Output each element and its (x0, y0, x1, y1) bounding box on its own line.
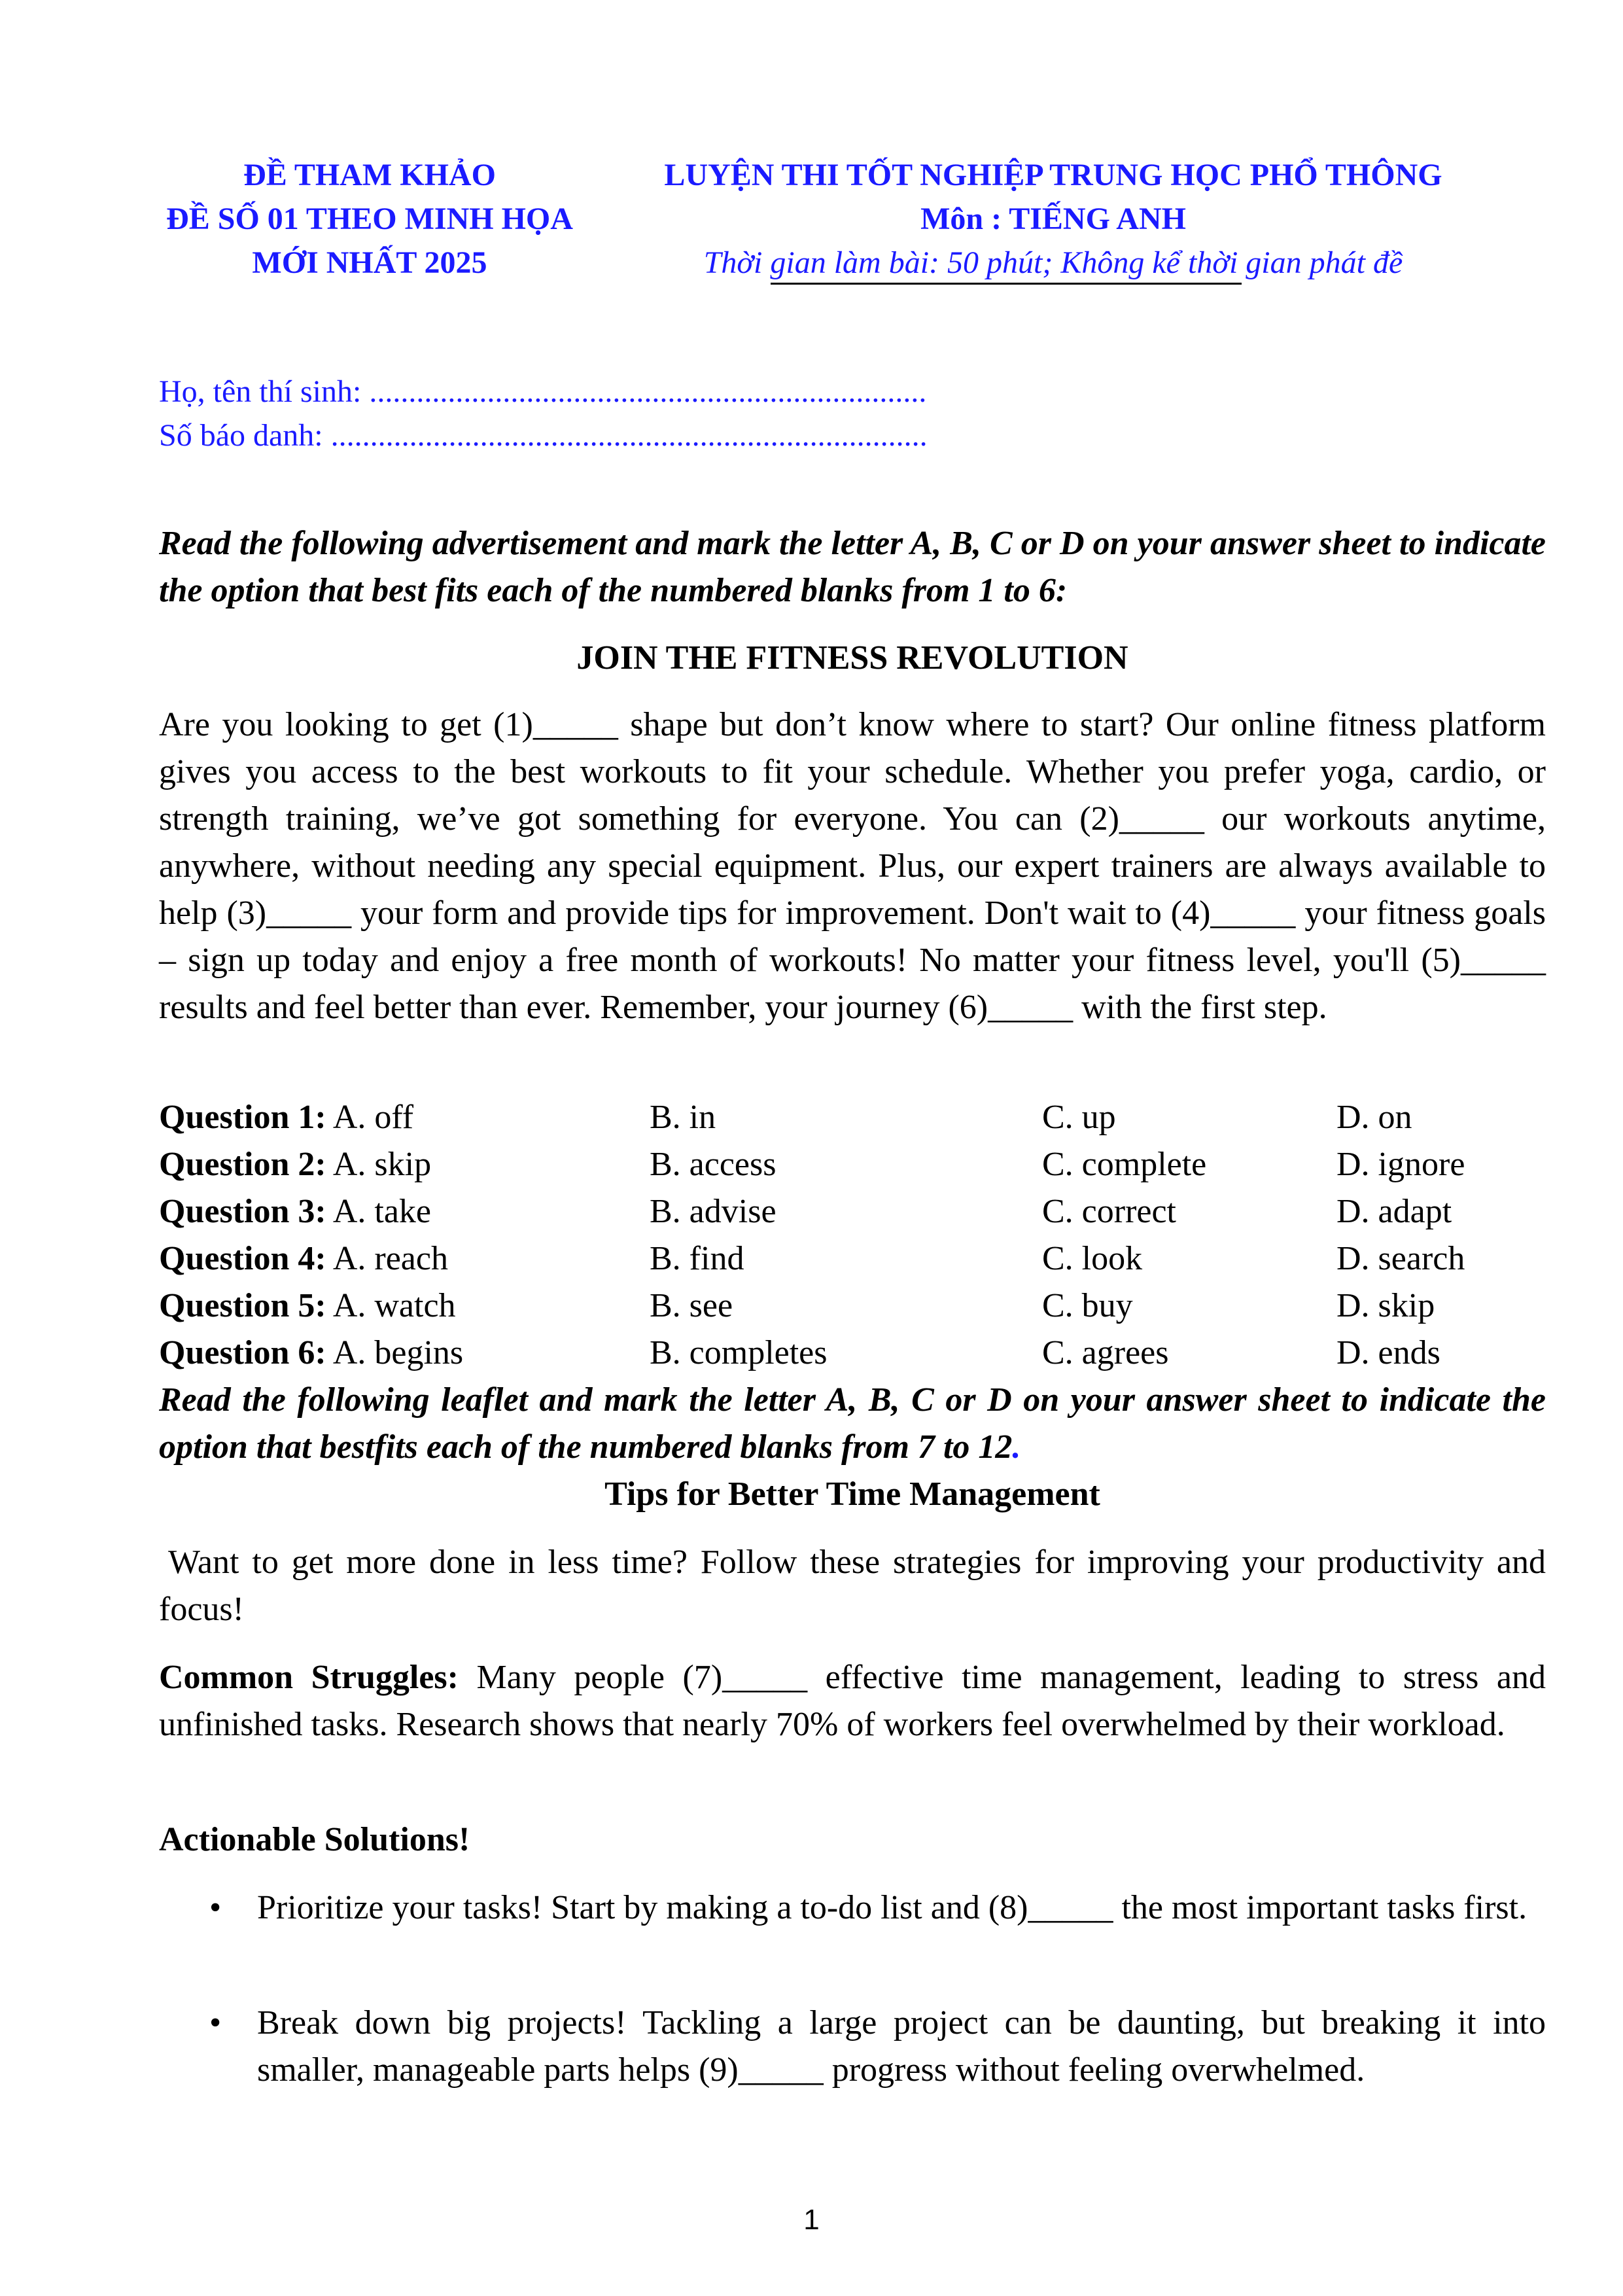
option-d: D. ends (1336, 1334, 1440, 1371)
option-b: B. in (650, 1099, 716, 1136)
question-row (159, 1094, 1546, 1141)
question-label: Question 5: (159, 1287, 326, 1324)
exam-header-left (144, 153, 595, 285)
struggles-text: Many people (7)_____ effective time management, leading to stress and unfinished tasks. Research shows that nearly 70% of workers feel overwhelmed by their workload. (159, 1659, 1546, 1743)
solutions-heading: Actionable Solutions! (159, 1821, 470, 1858)
section2-instruction-end: . (1012, 1428, 1021, 1466)
option-c: C. look (1042, 1240, 1143, 1277)
option-c: C. agrees (1042, 1334, 1169, 1371)
option-a: A. take (332, 1193, 431, 1230)
question-row (159, 1282, 1546, 1330)
option-d: D. skip (1336, 1287, 1435, 1324)
option-b: B. see (650, 1287, 733, 1324)
question-row (159, 1188, 1546, 1235)
section2-intro: Want to get more done in less time? Follow these strategies for improving your productivity and focus! (159, 1544, 1546, 1628)
option-c: C. up (1042, 1099, 1116, 1136)
question-label: Question 2: (159, 1146, 326, 1183)
exam-header-right (589, 153, 1518, 285)
option-a: A. begins (332, 1334, 464, 1371)
section2-struggles (159, 1654, 1546, 1748)
list-item: Break down big projects! Tackling a large project can be daunting, but breaking it into smaller, manageable parts helps (9)_____ progress without feeling overwhelmed. (257, 2004, 1546, 2089)
candidate-name-field: Họ, tên thí sinh: ....................................................................... (159, 374, 927, 409)
header-divider (771, 283, 1242, 285)
question-label: Question 6: (159, 1334, 326, 1371)
section1-instruction: Read the following advertisement and mark the letter A, B, C or D on your answer sheet to indicate the option that best fits each of the numbered blanks from 1 to 6: (159, 525, 1546, 609)
exam-number: ĐỀ SỐ 01 THEO MINH HỌA (166, 202, 573, 236)
option-a: A. off (332, 1099, 414, 1136)
option-b: B. completes (650, 1334, 828, 1371)
option-b: B. access (650, 1146, 777, 1183)
option-d: D. ignore (1336, 1146, 1465, 1183)
question-label: Question 4: (159, 1240, 326, 1277)
question-label: Question 3: (159, 1193, 326, 1230)
exam-time: Thời gian làm bài: 50 phút; Không kể thời gian phát đề (703, 245, 1403, 280)
exam-year: MỚI NHẤT 2025 (252, 245, 487, 280)
section2-title: Tips for Better Time Management (604, 1475, 1100, 1513)
section2-instruction (159, 1377, 1546, 1471)
section1-title: JOIN THE FITNESS REVOLUTION (576, 639, 1128, 677)
option-d: D. adapt (1336, 1193, 1452, 1230)
section1-passage: Are you looking to get (1)_____ shape but don’t know where to start? Our online fitness platform gives you access to the best workouts to fit your schedule. Whether you prefer yoga, cardio, or strength training, we’ve got something for everyone. You can (2)_____ our workouts anytime, anywhere, without needing any special equipment. Plus, our expert trainers are always available to help (3)_____ your form and provide tips for improvement. Don't wait to (4)_____ your fitness goals – sign up today and enjoy a free month of workouts! No matter your fitness level, you'll (5)_____ results and feel better than ever. Remember, your journey (6)_____ with the first step. (159, 706, 1546, 1026)
question-row (159, 1141, 1546, 1188)
option-a: A. skip (332, 1146, 432, 1183)
option-c: C. correct (1042, 1193, 1177, 1230)
exam-subject: Môn : TIẾNG ANH (920, 202, 1186, 236)
exam-type: ĐỀ THAM KHẢO (243, 158, 496, 192)
question-row (159, 1330, 1546, 1377)
section2-instruction-text: Read the following leaflet and mark the letter A, B, C or D on your answer sheet to indicate the option that bestfits each of the numbered blanks from 7 to 12 (159, 1381, 1546, 1466)
list-item: Prioritize your tasks! Start by making a to-do list and (8)_____ the most important tasks first. (257, 1889, 1527, 1926)
bullet-icon: • (209, 1889, 222, 1926)
question-label: Question 1: (159, 1099, 326, 1136)
option-c: C. complete (1042, 1146, 1207, 1183)
question-row (159, 1235, 1546, 1282)
option-b: B. find (650, 1240, 744, 1277)
bullet-icon: • (209, 2004, 222, 2041)
page-number: 1 (803, 2204, 820, 2236)
option-b: B. advise (650, 1193, 777, 1230)
option-a: A. watch (332, 1287, 456, 1324)
exam-title: LUYỆN THI TỐT NGHIỆP TRUNG HỌC PHỔ THÔNG (664, 158, 1442, 192)
option-d: D. on (1336, 1099, 1412, 1136)
option-a: A. reach (332, 1240, 448, 1277)
struggles-label: Common Struggles: (159, 1659, 459, 1696)
option-c: C. buy (1042, 1287, 1133, 1324)
option-d: D. search (1336, 1240, 1465, 1277)
candidate-number-field: Số báo danh: ............................................................................ (159, 418, 928, 453)
